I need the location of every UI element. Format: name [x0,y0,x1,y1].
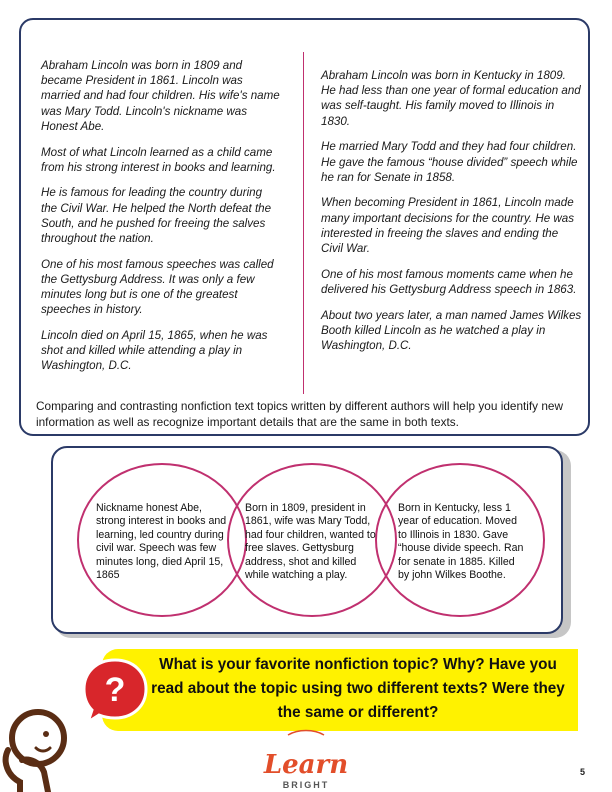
logo-word: Learn [263,750,349,780]
logo-subtitle: BRIGHT [282,780,330,790]
intro-text: Comparing and contrasting nonfiction text topics written by different authors will help you identify new information as well as recognize important details that are the same in both texts. [36,399,563,429]
question-bubble-icon [80,656,150,726]
left-paragraph: He is famous for leading the country during the Civil War. He helped the North defeat the South, and he pushed for freeing the salves throughout the nation. [41,186,272,246]
right-paragraph: One of his most famous moments came when he delivered his Gettysburg Address speech in 1863. [321,267,577,296]
question-mark: ? [104,671,126,709]
learn-bright-logo [240,726,372,790]
venn-left-text: Nickname honest Abe, strong interest in books and learning, led country during civil war. Speech was few minutes long, died April 15, 1865 [96,502,227,582]
question-text: What is your favorite nonfiction topic? Why? Have you read about the topic using two different texts? Were they the same or different? [151,656,565,721]
right-paragraph: Abraham Lincoln was born in Kentucky in 1809. He had less than one year of formal education and was self-taught. His family moved to Illinois in 1830. [321,69,581,128]
venn-center-text: Born in 1809, president in 1861, wife was Mary Todd, had four children, wanted to free slaves. Gettysburg address, shot and killed while watching a play. [245,502,376,582]
left-paragraph: Most of what Lincoln learned as a child came from his strong interest in books and learning. [41,145,276,174]
left-paragraph: One of his most famous speeches was called the Gettysburg Address. It was only a few minutes long but is one of the greatest speeches in history. [41,257,274,317]
left-paragraph: Lincoln died on April 15, 1865, when he was shot and killed while attending a play in Washington, D.C. [41,329,268,373]
logo-swirl-icon [240,729,372,739]
venn-right-text: Born in Kentucky, less 1 year of education. Moved to Illinois in 1830. Gave “house divide speech. Ran for senate in 1885. Killed by john Wilkes Boothe. [398,502,524,582]
right-paragraph: About two years later, a man named James Wilkes Booth killed Lincoln as he watched a play in Washington, D.C. [321,308,582,353]
right-paragraph: When becoming President in 1861, Lincoln made many important decisions for the country. He was interested in freeing the slaves and ending the Civil War. [321,196,575,256]
thinking-person-icon [0,700,90,792]
left-paragraph: Abraham Lincoln was born in 1809 and became President in 1861. Lincoln was married and had four children. His wife's name was Mary Todd. Lincoln's nickname was Honest Abe. [41,59,280,133]
page-number: 5 [580,767,586,777]
right-paragraph: He married Mary Todd and they had four children. He gave the famous “house divided” speech while he ran for Senate in 1858. [321,140,578,184]
